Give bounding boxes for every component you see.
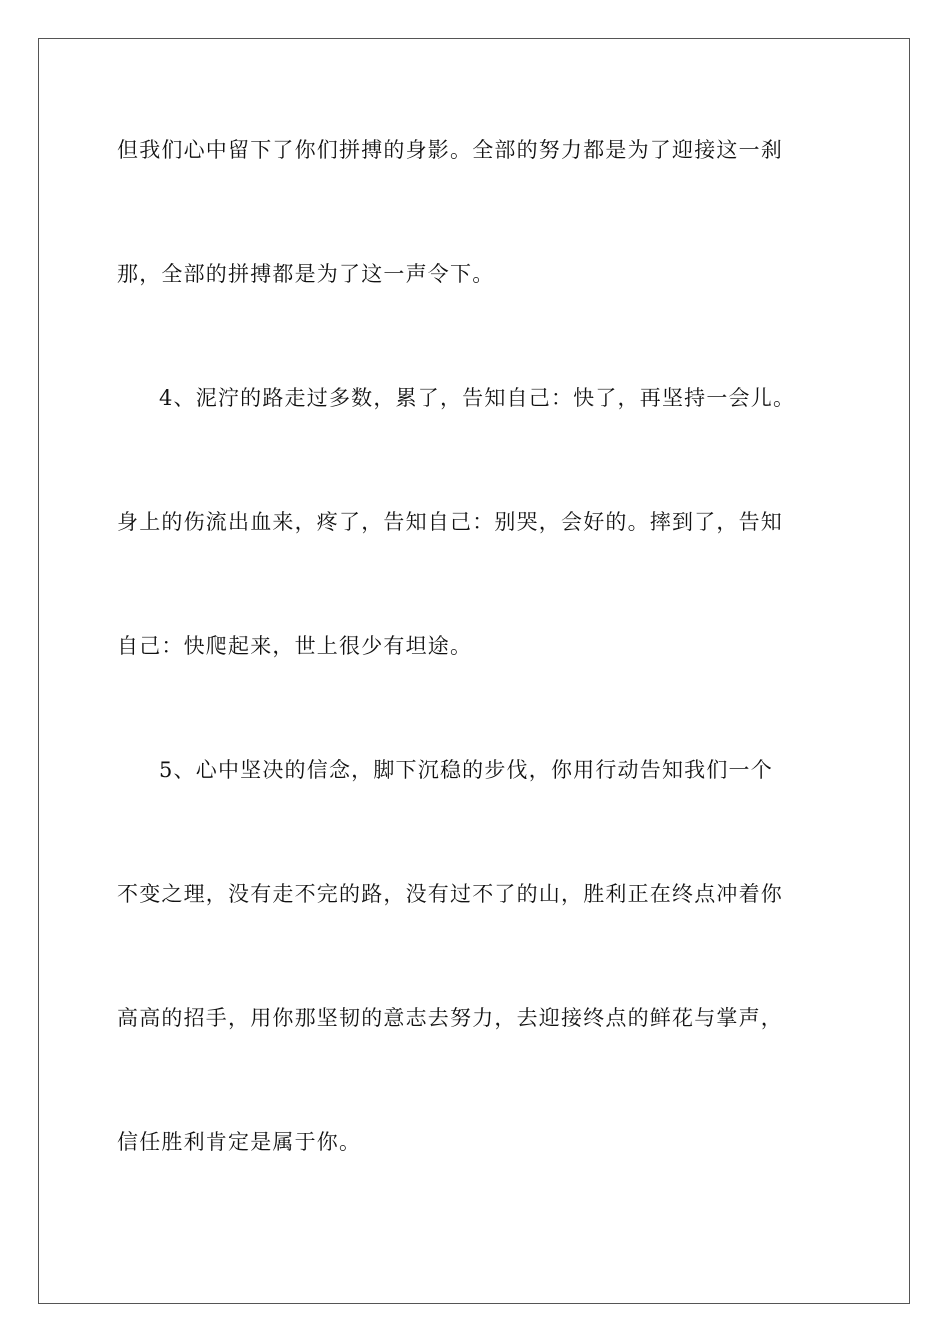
text-line-2: 那，全部的拼搏都是为了这一声令下。 [117,262,495,286]
text-line-6: 5、心中坚决的信念，脚下沉稳的步伐，你用行动告知我们一个 [159,758,773,782]
text-line-1: 但我们心中留下了你们拼搏的身影。全部的努力都是为了迎接这一刹 [117,138,783,162]
page-frame [38,38,910,1304]
text-line-3: 4、泥泞的路走过多数，累了，告知自己：快了，再坚持一会儿。 [159,386,796,410]
text-line-5: 自己：快爬起来，世上很少有坦途。 [117,634,473,658]
text-line-4: 身上的伤流出血来，疼了，告知自己：别哭，会好的。摔到了，告知 [117,510,783,534]
text-line-8: 高高的招手，用你那坚韧的意志去努力，去迎接终点的鲜花与掌声， [117,1006,783,1030]
text-line-7: 不变之理，没有走不完的路，没有过不了的山，胜利正在终点冲着你 [117,882,783,906]
text-line-9: 信任胜利肯定是属于你。 [117,1130,362,1154]
